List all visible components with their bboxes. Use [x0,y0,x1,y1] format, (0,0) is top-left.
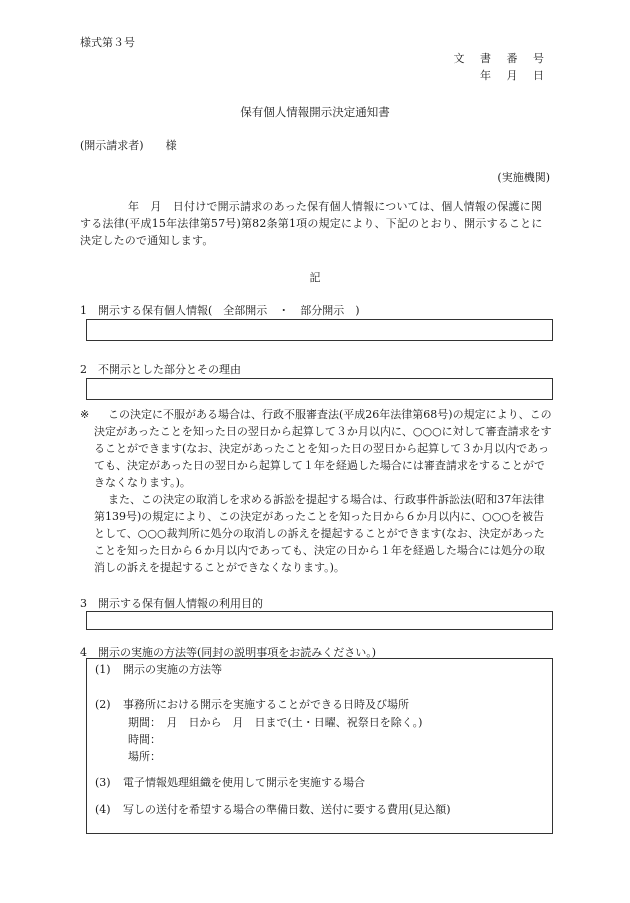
requester-label: (開示請求者) 様 [80,139,177,152]
note-mark: ※ [80,408,90,421]
method-item-4-number: (4) [95,803,111,816]
method-item-2 [95,697,409,713]
ki-heading: 記 [309,271,321,284]
method-item-4-label: 写しの送付を希望する場合の準備日数、送付に要する費用(見込額) [123,803,451,816]
method-item-1 [95,662,222,678]
form-number: 様式第３号 [80,36,135,49]
section-2-field [86,378,553,400]
method-item-1-number: (1) [95,663,111,676]
time-line: 時間： [128,733,161,746]
appeal-note [80,406,554,576]
section-3-field [86,611,553,630]
page-title: 保有個人情報開示決定通知書 [240,105,390,119]
date-label: 年 月 日 [480,69,550,82]
section-4-heading: 4 開示の実施の方法等(同封の説明事項をお読みください。) [80,646,377,659]
place-line: 場所： [128,750,161,763]
document-number-label: 文 書 番 号 [453,52,550,65]
section-2-heading: 2 不開示とした部分とその理由 [80,363,241,376]
note-paragraph-2: また、この決定の取消しを求める訴訟を提起する場合は、行政事件訴訟法(昭和37年法律第139号)の規定により、この決定があったことを知った日から６か月以内に、○○○を被告として、○○○裁判所に処分の取消しの訴えを提起することができます(なお、決定があったことを知った日から６か月以内であっても、決定の日から１年を経過した場合には処分の取消しの訴えを提起することができなくなります。)。 [94,493,545,574]
method-box [86,658,553,834]
method-item-2-number: (2) [95,698,111,711]
method-item-4 [95,802,451,818]
note-paragraph-1: この決定に不服がある場合は、行政不服審査法(平成26年法律第68号)の規定により、この決定があったことを知った日の翌日から起算して３か月以内に、○○○に対して審査請求をすることができます(なお、決定があったことを知った日の翌日から起算して３か月以内であっても、決定があった日の翌日から起算して１年を経過した場合には審査請求をすることができなくなります。)。 [94,408,552,489]
method-item-2-label: 事務所における開示を実施することができる日時及び場所 [123,698,409,711]
method-item-3-number: (3) [95,776,111,789]
method-item-3 [95,775,365,791]
method-item-3-label: 電子情報処理組織を使用して開示を実施する場合 [123,776,365,789]
notice-body-text: 年 月 日付けで開示請求のあった保有個人情報については、個人情報の保護に関する法律(平成15年法律第57号)第82条第1項の規定により、下記のとおり、開示することに決定したので通知します。 [80,200,543,247]
section-1-heading: 1 開示する保有個人情報( 全部開示 ・ 部分開示 ) [80,304,360,317]
section-1-field [86,319,553,341]
period-line: 期間： 月 日から 月 日まで(土・日曜、祝祭日を除く。) [128,716,423,729]
method-item-1-label: 開示の実施の方法等 [123,663,222,676]
agency-label: (実施機関) [497,171,550,184]
section-3-heading: 3 開示する保有個人情報の利用目的 [80,597,263,610]
